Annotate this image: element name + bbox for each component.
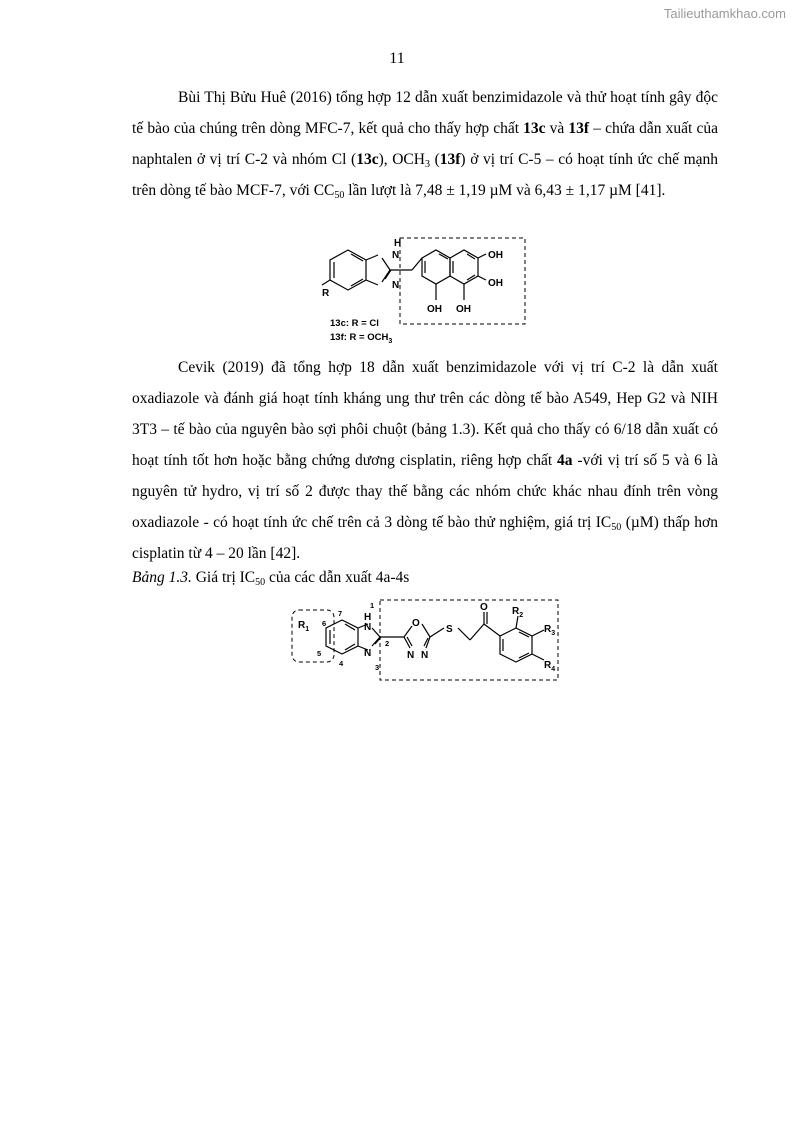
page-number: 11 xyxy=(389,50,405,67)
atom-o-ring: O xyxy=(412,618,420,629)
paragraph-2: Cevik (2019) đã tổng hợp 18 dẫn xuất benzimidazole với vị trí C-2 là dẫn xuất oxadiazole và đánh giá hoạt tính kháng ung thư trên các dòng tế bào A549, Hep G2 và NIH 3T3 – tế bào của nguyên bào sợi phôi chuột (bảng 1.3). Kết quả cho thấy có 6/18 dẫn xuất có hoạt tính tốt hơn hoặc bằng chứng dương cisplatin, riêng hợp chất 4a -với vị trí số 5 và 6 là nguyên tử hydro, vị trí số 2 được thay thế bằng các nhóm chức khác nhau đính trên vòng oxadiazole - có hoạt tính ức chế trên cả 3 dòng tế bào thử nghiệm, giá trị $IC_{50}$ (µM) thấp hơn cisplatin từ 4 – 20 lần [42]. xyxy=(132,359,718,562)
table-caption: Bảng 1.3. Giá trị $IC_{50}$ của các dẫn xuất 4a-4s xyxy=(132,569,410,588)
atom-s: S xyxy=(446,624,453,635)
position-7: 7 xyxy=(338,609,343,618)
label-r4: $R_4$ xyxy=(544,660,556,673)
paragraph-1: Bùi Thị Bửu Huê (2016) tổng hợp 12 dẫn xuất benzimidazole và thử hoạt tính gây độc tế bào của chúng trên dòng MFC-7, kết quả cho thấy hợp chất 13c và 13f – chứa dẫn xuất của naphtalen ở vị trí C-2 và nhóm Cl (13c), $OCH_3$ (13f) ở vị trí C-5 – có hoạt tính ức chế mạnh trên dòng tế bào MCF-7, với $CC_{50}$ lần lượt là 7,48 ± 1,19 µM và 6,43 ± 1,17 µM [41]. xyxy=(132,89,719,201)
watermark: Tailieuthamkhao.com xyxy=(663,6,786,21)
atom-n-oxadiazole-2: N xyxy=(421,650,429,661)
label-r3: $R_3$ xyxy=(544,624,556,637)
label-oh-4: OH xyxy=(456,304,471,315)
atom-n-top: N xyxy=(364,622,372,633)
position-5: 5 xyxy=(317,649,322,658)
position-2: 2 xyxy=(385,639,390,648)
position-6: 6 xyxy=(322,619,327,628)
atom-n-bottom: N xyxy=(364,648,372,659)
atom-h: H xyxy=(364,612,372,623)
position-1: 1 xyxy=(370,601,375,610)
label-13c: 13c: R = Cl xyxy=(330,318,379,329)
atom-n-top: N xyxy=(392,250,400,261)
atom-n-oxadiazole-1: N xyxy=(407,650,415,661)
label-r1: $R_1$ xyxy=(298,620,310,633)
figure-13c-13f-structure xyxy=(320,232,540,350)
label-oh-2: OH xyxy=(488,278,503,289)
atom-h: H xyxy=(394,238,402,249)
label-13f: 13f: $R = OCH_3$ xyxy=(330,332,393,345)
label-oh-3: OH xyxy=(427,304,442,315)
atom-r: R xyxy=(322,288,330,299)
atom-o-carbonyl: O xyxy=(480,602,488,613)
position-3: 3 xyxy=(375,663,380,672)
figure-4a-4s-structure xyxy=(286,596,566,684)
position-4: 4 xyxy=(339,659,344,668)
label-r2: $R_2$ xyxy=(512,606,524,619)
label-oh-1: OH xyxy=(488,250,503,261)
atom-n-bottom: N xyxy=(392,280,400,291)
